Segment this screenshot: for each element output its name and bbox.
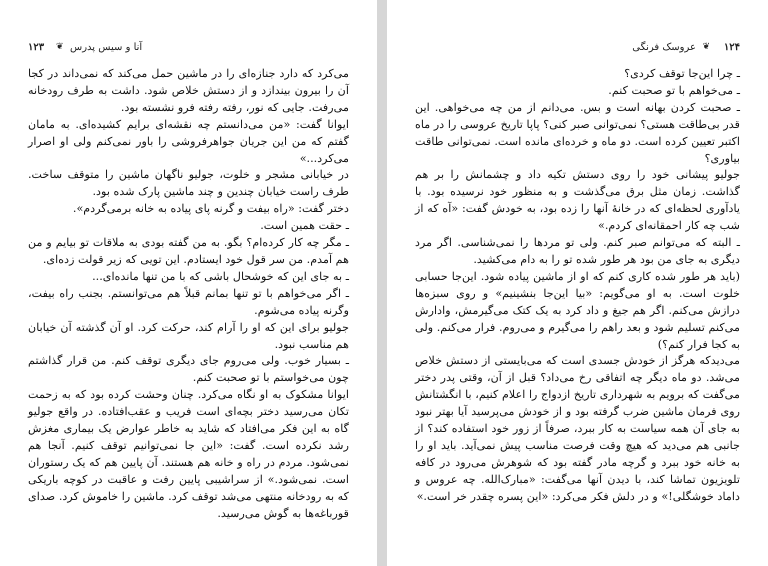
- right-page: [387, 0, 768, 566]
- book-gutter: [377, 0, 387, 566]
- paragraph: می‌کرد که دارد جنازه‌ای را در ماشین حمل می‌کند که نمی‌داند در کجا آن را بیرون بیندازد و از دستش خلاص شود. داشت به طرف رودخانه می‌رفت. جایی که نور، رفته رفته فرو نشسته بود.: [28, 67, 349, 114]
- left-page-header: [28, 42, 349, 58]
- paragraph: دختر گفت: «راه بیفت و گرنه پای پیاده به خانه برمی‌گردم».: [72, 202, 349, 216]
- left-page-body: [28, 66, 349, 522]
- paragraph: ایوانا گفت: «من می‌دانستم چه نقشه‌ای برایم کشیده‌ای. به مامان گفتم که من این جریان جواهرفروشی را باور نمی‌کنم ولی او اصرار می‌کرد...»: [28, 117, 349, 165]
- paragraph: ایوانا مشکوک به او نگاه می‌کرد. چنان وحشت کرده بود که به زحمت تکان می‌رسید دختر بچه‌ای است فریب و عقب‌افتاده. در واقع جولیو گاه به این فکر می‌افتاد که شاید به خاطر عوارض یک بیماری مغزش رشد نکرده است. گفت: «این جا نمی‌توانیم توقف کنیم. آنجا هم نمی‌شود. مردم در راه و خانه هم هستند. آن پایین هم که یک رستوران است. نمی‌شود.» از سراشیبی پایین رفت و عاقبت در کوچه باریکی که به رودخانه منتهی می‌شد توقف کرد. ماشین را خاموش کرد. صدای قورباغه‌ها به گوش می‌رسید.: [28, 388, 349, 520]
- paragraph: ـ به جای این که خوشحال باشی که با من تنها مانده‌ای...: [92, 269, 349, 283]
- paragraph: در خیابانی مشجر و خلوت، جولیو ناگهان ماشین را متوقف ساخت. طرف راست خیابان چندین و چند ماشین پارک شده بود.: [28, 168, 349, 199]
- right-page-header: [415, 42, 740, 58]
- paragraph: جولیو پیشانی خود را روی دستش تکیه داد و چشمانش را بر هم گذاشت. زمان مثل برق می‌گذشت و به منظور خود نرسیده بود. با یادآوری لحظه‌ای که در خانهٔ آنها را زده بود، به خودش گفت: «آه که از شب چه کار احمقانه‌ای کردم.»: [415, 168, 740, 233]
- right-page-body: [415, 66, 740, 506]
- paragraph: ـ چرا این‌جا توقف کردی؟: [624, 67, 740, 80]
- paragraph: ـ مگر چه کار کرده‌ام؟ بگو. به من گفته بودی به ملاقات تو بیایم و من هم آمدم. من سر قول خود ایستادم. این تویی که زیر قولت زده‌ای.: [28, 236, 349, 266]
- ornament-icon: ❦: [702, 42, 710, 52]
- paragraph: ـ حقت همین است.: [260, 219, 349, 233]
- left-page: [0, 0, 377, 566]
- paragraph: ـ صحبت کردن بهانه است و بس. می‌دانم از من چه می‌خواهی. این قدر بی‌طاقت هستی؟ نمی‌توانی صبر کنی؟ پاپا تاریخ عروسی را در ماه اکتبر تعیین کرده است. دو ماه و خرده‌ای مانده است. نمی‌توانی طاقت بیاوری؟: [415, 100, 740, 165]
- paragraph: ـ می‌خواهم با تو صحبت کنم.: [608, 83, 740, 97]
- paragraph: ـ اگر می‌خواهم با تو تنها بمانم قبلاً هم می‌توانستم. بجنب راه بیفت، وگرنه پیاده می‌شوم.: [28, 286, 349, 317]
- left-page-number: ۱۲۳: [28, 42, 45, 53]
- paragraph: ـ بسیار خوب. ولی می‌روم جای دیگری توقف کنم. من قرار گذاشتم چون می‌خواستم با تو صحبت کنم.: [28, 354, 349, 385]
- right-page-number: ۱۲۴: [723, 42, 740, 53]
- paragraph: ـ البته که می‌توانم صبر کنم. ولی تو مردها را نمی‌شناسی. اگر مرد دیگری به جای من بود هر طور شده تو را به دام می‌کشید.: [415, 236, 740, 266]
- paragraph: می‌دیدکه هرگز از خودش جسدی است که می‌بایستی از دستش خلاص می‌شد. دو ماه دیگر چه اتفاقی رخ می‌داد؟ قبل از آن، وقتی پدر دختر می‌گفت که برویم به شهرداری تاریخ ازدواج را اعلام کنیم، با انگشتانش روی فرمان ماشین ضرب گرفته بود و از خودش می‌پرسید آیا بهتر نبود به جای آن همه سیاست به کار ببرد، صرفاً از زور خود استفاده کند؟ از جانبی هم می‌دید که هیچ وقت فرصت مناسب پیش نمی‌آید. باید او را به خانه خود ببرد و گرچه مادر گفته بود که شوهرش می‌رود در کافه تلویزیون تماشا کند، با دیدن آنها می‌گفت: «مبارک‌الله. چه عروس و داماد خوشگلی!» و در دلش فکر می‌کرد: «این پسره چقدر خر است.»: [415, 354, 740, 503]
- right-running-title: عروسک فرنگی: [632, 42, 696, 53]
- ornament-icon: ❦: [56, 42, 64, 52]
- paragraph: (باید هر طور شده کاری کنم که او از ماشین پیاده شود. این‌جا حسابی خلوت است. به او می‌گویم: «بیا این‌جا بنشینیم» و روی سبزه‌ها درازش می‌کنم. اگر هم جیغ و داد کرد به یک کتک می‌گیرمش، وادارش می‌کنم تسلیم شود و بعد راهم را می‌گیرم و می‌روم. فرار می‌کنم. ولی به کجا فرار کنم؟): [415, 269, 740, 351]
- paragraph: جولیو برای این که او را آرام کند، حرکت کرد. او آن گذشته آن خیابان هم مناسب نبود.: [28, 320, 349, 351]
- left-running-title: آنا و سیس پدرس: [70, 42, 143, 53]
